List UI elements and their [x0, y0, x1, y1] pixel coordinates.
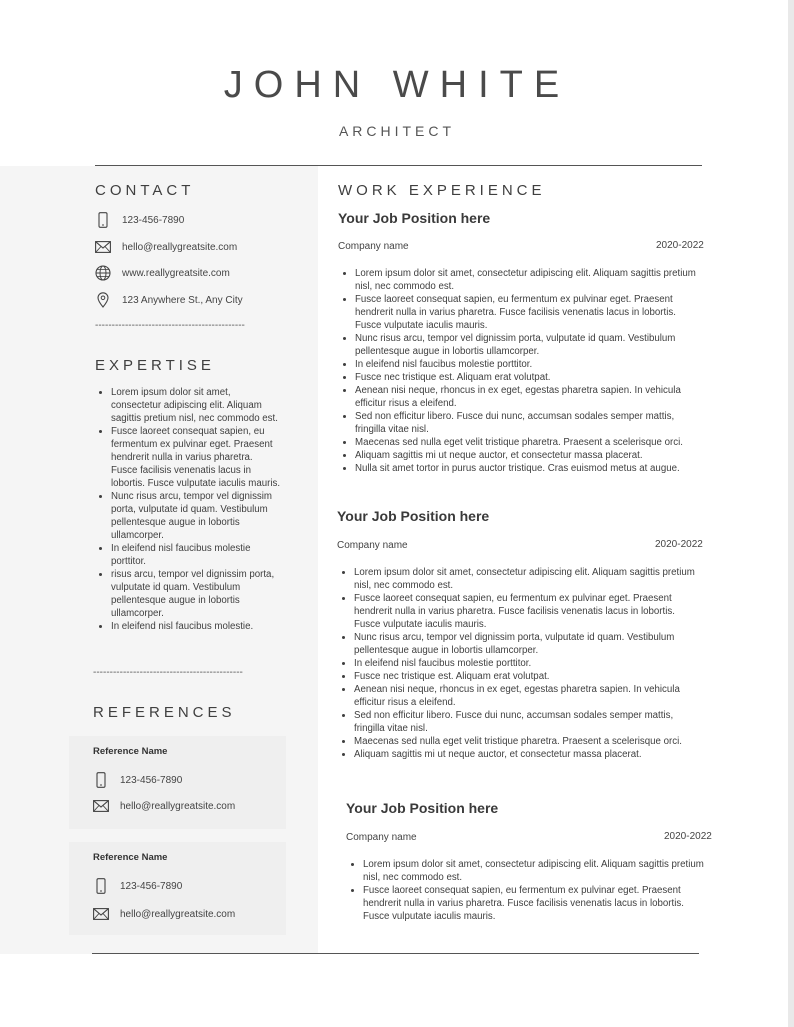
- job-bullet: • Sed non efficitur libero. Fusce dui nunc, accumsan sodales semper mattis, fringilla vitae nisl.: [354, 709, 699, 735]
- reference-phone-text: 123-456-7890: [120, 880, 183, 892]
- contact-heading: CONTACT: [95, 182, 195, 199]
- phone-icon: [93, 772, 109, 788]
- reference-card: [69, 842, 286, 935]
- job-bullets: [347, 858, 708, 923]
- phone-icon: [93, 878, 109, 894]
- contact-email: [95, 238, 237, 256]
- reference-phone: [93, 878, 182, 894]
- job-bullet: • Fusce laoreet consequat sapien, eu fermentum ex pulvinar eget. Praesent hendrerit nulla in varius pharetra. Fusce facilisis venenatis lacus in lobortis. Fusce vulputate iaculis mauris.: [354, 592, 699, 631]
- page-edge: [788, 0, 794, 1027]
- job-position: Your Job Position here: [337, 508, 490, 524]
- job-bullet: • Aenean nisi neque, rhoncus in ex eget, egestas pharetra sapien. In vehicula efficitur risus a eleifend.: [354, 683, 699, 709]
- reference-phone-text: 123-456-7890: [120, 774, 183, 786]
- job-bullet: • Aliquam sagittis mi ut neque auctor, et consectetur massa placerat.: [355, 449, 700, 462]
- work-experience-heading: WORK EXPERIENCE: [338, 182, 546, 199]
- contact-website: [95, 264, 230, 282]
- expertise-heading: EXPERTISE: [95, 357, 215, 374]
- expertise-item: • Nunc risus arcu, tempor vel dignissim porta, vulputate id quam. Vestibulum pellentesque augue in lobortis ullamcorper.: [111, 490, 281, 542]
- job-bullet: • Sed non efficitur libero. Fusce dui nunc, accumsan sodales semper mattis, fringilla vitae nisl.: [355, 410, 700, 436]
- envelope-icon: [95, 239, 111, 255]
- job-bullet: • Nunc risus arcu, tempor vel dignissim porta, vulputate id quam. Vestibulum pellentesque augue in lobortis ullamcorper.: [355, 332, 700, 358]
- globe-icon: [95, 265, 111, 281]
- contact-phone: [95, 211, 184, 229]
- references-heading: REFERENCES: [93, 704, 236, 721]
- reference-card: [69, 736, 286, 829]
- job-bullet: • Maecenas sed nulla eget velit tristique pharetra. Praesent a scelerisque orci.: [354, 735, 699, 748]
- job-bullet: • Lorem ipsum dolor sit amet, consectetur adipiscing elit. Aliquam sagittis pretium nisl, nec commodo est.: [355, 267, 700, 293]
- expertise-list: [95, 386, 281, 633]
- header-divider: [95, 165, 702, 166]
- job-bullets: [339, 267, 700, 475]
- footer-divider: [92, 953, 699, 954]
- job-bullet: • Aliquam sagittis mi ut neque auctor, et consectetur massa placerat.: [354, 748, 699, 761]
- job-bullet: • Fusce laoreet consequat sapien, eu fermentum ex pulvinar eget. Praesent hendrerit nulla in varius pharetra. Fusce facilisis venenatis lacus in lobortis. Fusce vulputate iaculis mauris.: [363, 884, 708, 923]
- job-bullet: • In eleifend nisl faucibus molestie porttitor.: [354, 657, 699, 670]
- expertise-item: • In eleifend nisl faucibus molestie.: [111, 620, 281, 633]
- contact-website-text: www.reallygreatsite.com: [122, 267, 230, 279]
- reference-email: [93, 798, 235, 814]
- reference-name: Reference Name: [93, 852, 168, 863]
- job-bullet: • Fusce nec tristique est. Aliquam erat volutpat.: [355, 371, 700, 384]
- reference-phone: [93, 772, 182, 788]
- job-bullet: • Aenean nisi neque, rhoncus in ex eget, egestas pharetra sapien. In vehicula efficitur risus a eleifend.: [355, 384, 700, 410]
- phone-icon: [95, 212, 111, 228]
- job-position: Your Job Position here: [338, 210, 491, 226]
- contact-email-text: hello@reallygreatsite.com: [122, 241, 238, 253]
- job-bullet: • In eleifend nisl faucibus molestie porttitor.: [355, 358, 700, 371]
- job-bullet: • Nunc risus arcu, tempor vel dignissim porta, vulputate id quam. Vestibulum pellentesque augue in lobortis ullamcorper.: [354, 631, 699, 657]
- job-bullet: • Fusce nec tristique est. Aliquam erat volutpat.: [354, 670, 699, 683]
- resume-role: ARCHITECT: [338, 123, 456, 139]
- contact-address-text: 123 Anywhere St., Any City: [122, 294, 243, 306]
- reference-name: Reference Name: [93, 746, 168, 757]
- job-bullet: • Lorem ipsum dolor sit amet, consectetur adipiscing elit. Aliquam sagittis pretium nisl, nec commodo est.: [363, 858, 708, 884]
- reference-email-text: hello@reallygreatsite.com: [120, 800, 236, 812]
- contact-phone-text: 123-456-7890: [122, 214, 185, 226]
- job-dates: 2020-2022: [664, 831, 712, 842]
- job-bullet: • Lorem ipsum dolor sit amet, consectetur adipiscing elit. Aliquam sagittis pretium nisl, nec commodo est.: [354, 566, 699, 592]
- job-dates: 2020-2022: [655, 539, 703, 550]
- job-company: Company name: [337, 540, 408, 551]
- contact-divider: ---------------------------------------------: [95, 320, 245, 331]
- reference-email-text: hello@reallygreatsite.com: [120, 908, 236, 920]
- envelope-icon: [93, 798, 109, 814]
- job-company: Company name: [338, 241, 409, 252]
- resume-name: JOHN WHITE: [223, 64, 571, 106]
- job-bullet: • Fusce laoreet consequat sapien, eu fermentum ex pulvinar eget. Praesent hendrerit nulla in varius pharetra. Fusce facilisis venenatis lacus in lobortis. Fusce vulputate iaculis mauris.: [355, 293, 700, 332]
- job-dates: 2020-2022: [656, 240, 704, 251]
- job-position: Your Job Position here: [346, 800, 499, 816]
- expertise-divider: ---------------------------------------------: [93, 667, 243, 678]
- job-bullet: • Maecenas sed nulla eget velit tristique pharetra. Praesent a scelerisque orci.: [355, 436, 700, 449]
- expertise-item: • Lorem ipsum dolor sit amet, consectetur adipiscing elit. Aliquam sagittis pretium nisl, nec commodo est.: [111, 386, 281, 425]
- reference-email: [93, 906, 235, 922]
- expertise-item: • risus arcu, tempor vel dignissim porta, vulputate id quam. Vestibulum pellentesque augue in lobortis ullamcorper.: [111, 568, 281, 620]
- contact-address: [95, 291, 243, 309]
- envelope-icon: [93, 906, 109, 922]
- expertise-item: • In eleifend nisl faucibus molestie porttitor.: [111, 542, 281, 568]
- job-bullet: • Nulla sit amet tortor in purus auctor tristique. Cras euismod metus at augue.: [355, 462, 700, 475]
- job-bullets: [338, 566, 699, 761]
- expertise-item: • Fusce laoreet consequat sapien, eu fermentum ex pulvinar eget. Praesent hendrerit nulla in varius pharetra. Fusce facilisis venenatis lacus in lobortis. Fusce vulputate iaculis mauris.: [111, 425, 281, 490]
- job-company: Company name: [346, 832, 417, 843]
- location-pin-icon: [95, 292, 111, 308]
